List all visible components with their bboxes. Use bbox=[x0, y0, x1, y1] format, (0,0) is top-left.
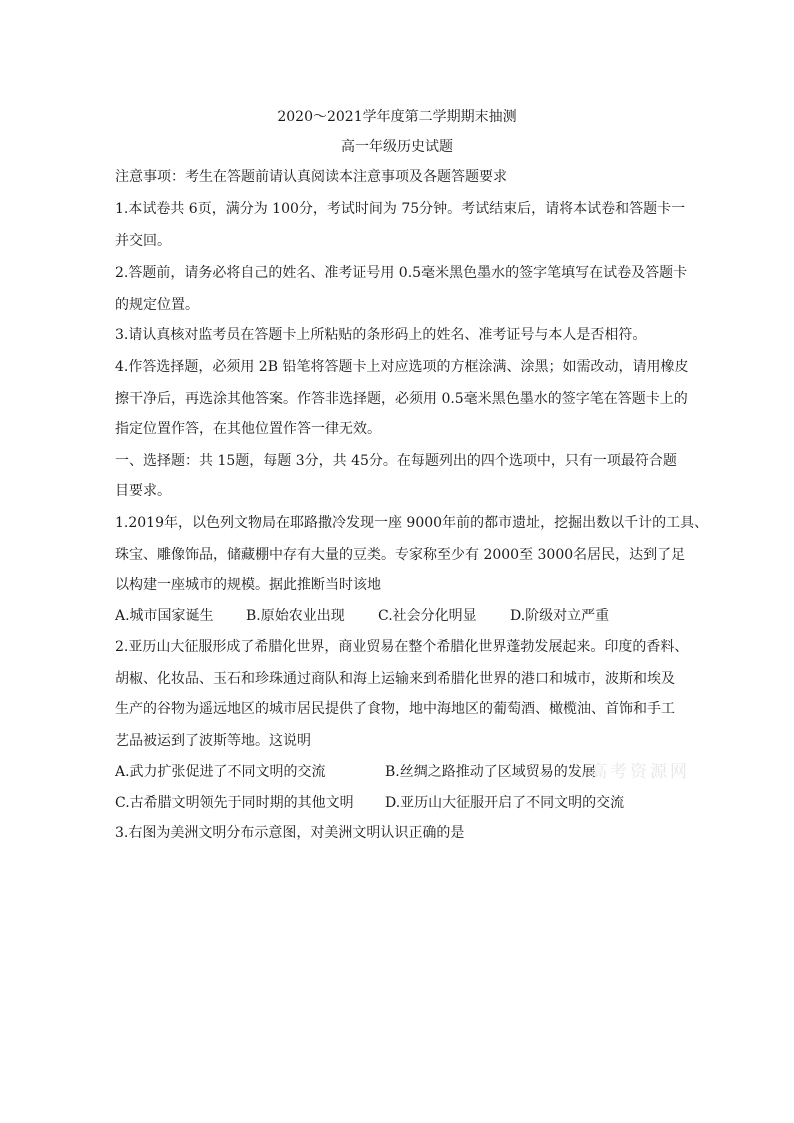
notice-line: 指定位置作答，在其他位置作答一律无效。 bbox=[115, 421, 381, 437]
option-b: B.原始农业出现 bbox=[246, 608, 345, 624]
notice-heading: 注意事项：考生在答题前请认真阅读本注意事项及各题答题要求 bbox=[115, 169, 507, 185]
notice-line: 3.请认真核对监考员在答题卡上所粘贴的条形码上的姓名、准考证号与本人是否相符。 bbox=[115, 327, 647, 343]
notice-line: 4.作答选择题，必须用 2B 铅笔将答题卡上对应选项的方框涂满、涂黑；如需改动，请用橡皮 bbox=[115, 359, 689, 375]
question-2-stem: 生产的谷物为遥远地区的城市居民提供了食物，地中海地区的葡萄酒、橄榄油、首饰和手工 bbox=[115, 701, 675, 717]
option-c: C.社会分化明显 bbox=[378, 608, 477, 624]
section-heading: 一、选择题：共 15题，每题 3分，共 45分。在每题列出的四个选项中，只有一项最符合题 bbox=[115, 453, 677, 469]
notice-line: 2.答题前，请务必将自己的姓名、准考证号用 0.5毫米黑色墨水的签字笔填写在试卷及答题卡 bbox=[115, 265, 688, 281]
exam-subtitle: 高一年级历史试题 bbox=[341, 139, 453, 155]
section-heading-cont: 目要求。 bbox=[115, 483, 171, 499]
notice-line: 并交回。 bbox=[115, 233, 171, 249]
question-1-stem: 珠宝、雕像饰品，储藏棚中存有大量的豆类。专家称至少有 2000至 3000名居民，达到了足 bbox=[115, 547, 686, 563]
question-1-stem: 以构建一座城市的规模。据此推断当时该地 bbox=[115, 577, 381, 593]
notice-line: 擦干净后，再选涂其他答案。作答非选择题，必须用 0.5毫米黑色墨水的签字笔在答题卡上的 bbox=[115, 391, 688, 407]
question-2-stem: 胡椒、化妆品、玉石和珍珠通过商队和海上运输来到希腊化世界的港口和城市，波斯和埃及 bbox=[115, 671, 675, 687]
option-d: D.阶级对立严重 bbox=[510, 608, 610, 624]
option-d: D.亚历山大征服开启了不同文明的交流 bbox=[385, 795, 625, 811]
question-1-stem: 1.2019年，以色列文物局在耶路撒冷发现一座 9000年前的都市遗址，挖掘出数以千计的工具、 bbox=[115, 515, 709, 531]
option-c: C.古希腊文明领先于同时期的其他文明 bbox=[115, 795, 354, 811]
exam-title: 2020～2021学年度第二学期期末抽测 bbox=[277, 109, 517, 125]
question-2-stem: 2.亚历山大征服形成了希腊化世界，商业贸易在整个希腊化世界蓬勃发展起来。印度的香料、 bbox=[115, 639, 689, 655]
option-b: B.丝绸之路推动了区域贸易的发展 bbox=[385, 764, 596, 780]
notice-line: 1.本试卷共 6页，满分为 100分，考试时间为 75分钟。考试结束后，请将本试卷和答题卡一 bbox=[115, 201, 686, 217]
option-a: A.武力扩张促进了不同文明的交流 bbox=[115, 764, 326, 780]
option-a: A.城市国家诞生 bbox=[115, 608, 214, 624]
notice-line: 的规定位置。 bbox=[115, 297, 199, 313]
watermark: 高考资源网 bbox=[590, 762, 690, 782]
question-2-stem: 艺品被运到了波斯等地。这说明 bbox=[115, 733, 311, 749]
question-3-stem: 3.右图为美洲文明分布示意图，对美洲文明认识正确的是 bbox=[115, 825, 465, 841]
